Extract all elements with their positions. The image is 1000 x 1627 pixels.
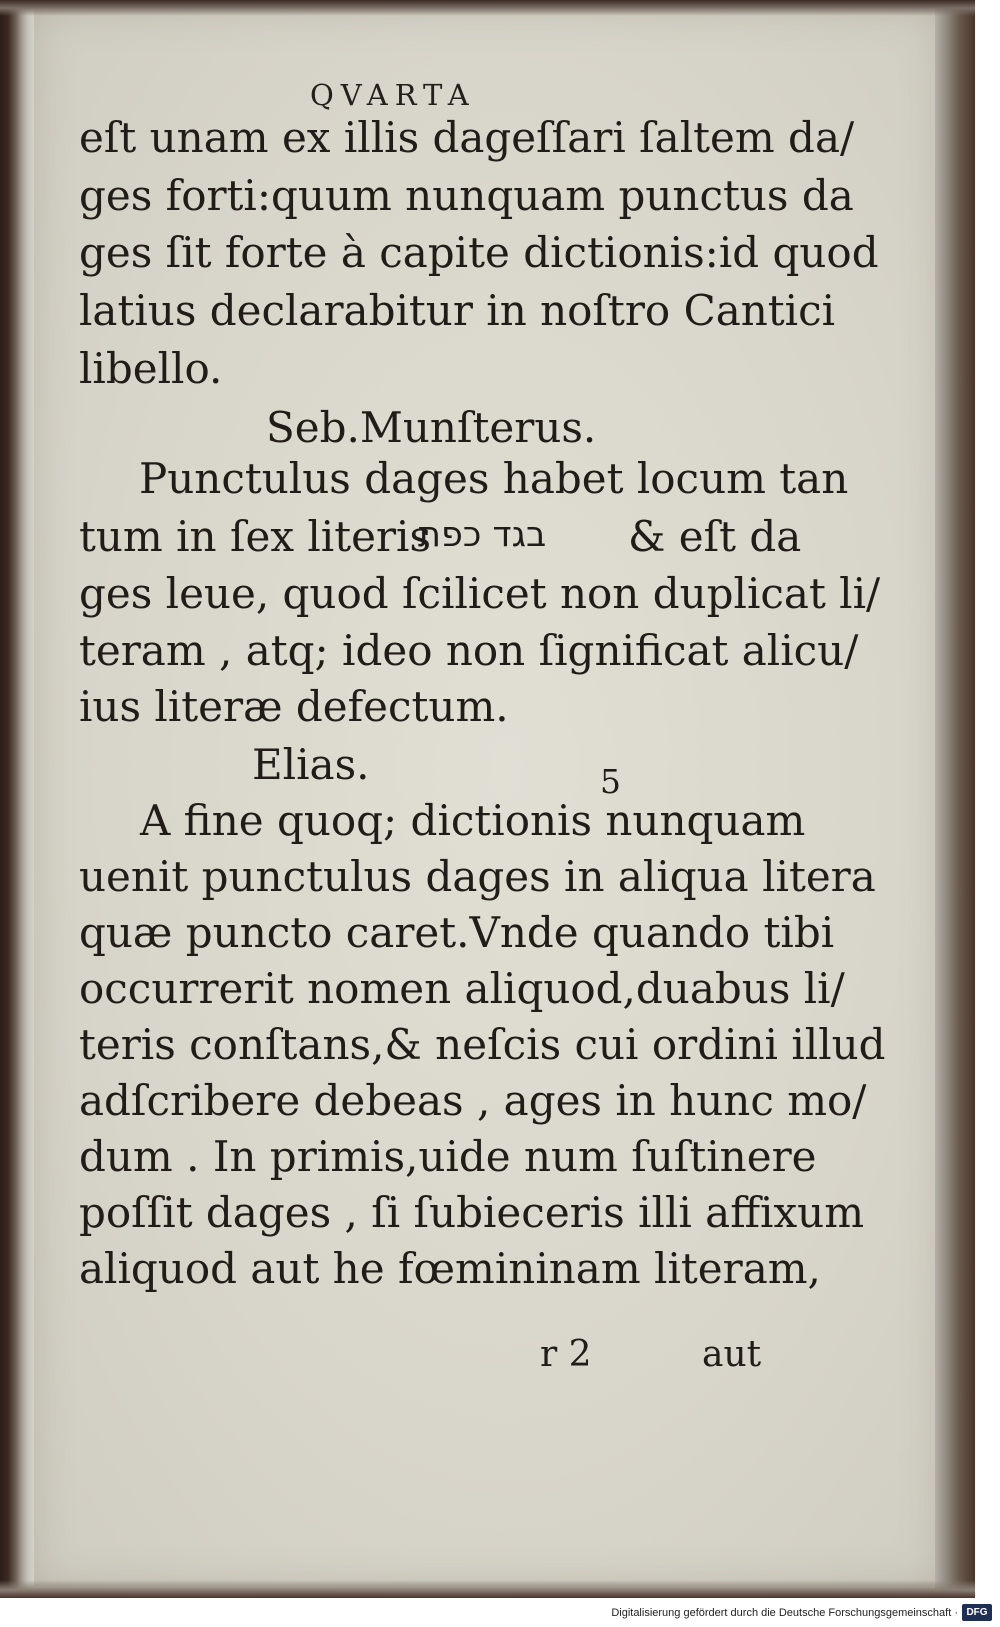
dfg-logo: DFG [962, 1604, 992, 1621]
body-line: libello. [79, 344, 223, 393]
body-line: adſcribere debeas , ages in hunc mo/ [79, 1076, 867, 1125]
top-shadow [0, 0, 975, 16]
body-line: quæ puncto caret.Vnde quando tibi [79, 908, 835, 957]
hebrew-letters: בגד כפת [418, 515, 547, 555]
body-line: A fine quoq; dictionis nunquam [140, 796, 806, 845]
body-line: ges forti:quum nunquam punctus da [79, 171, 854, 220]
body-line: dum . In primis,uide num ſuſtinere [79, 1132, 817, 1181]
catchword: aut [702, 1334, 762, 1375]
body-line: ius literæ defectum. [79, 682, 509, 731]
section-heading: Seb.Munſterus. [266, 403, 597, 452]
body-line: & eſt da [628, 512, 802, 561]
marginal-number: 5 [600, 762, 621, 801]
body-line: aliquod aut he fœmininam literam, [79, 1244, 821, 1293]
footer-credit: Digitalisierung gefördert durch die Deutsche Forschungsgemeinschaft · [611, 1607, 958, 1619]
section-heading: Elias. [252, 740, 370, 789]
body-line: Punctulus dages habet locum tan [139, 454, 849, 503]
body-line: eſt unam ex illis dageſſari ſaltem da/ [79, 113, 855, 162]
body-line: occurrerit nomen aliquod,duabus li/ [79, 964, 845, 1013]
signature-mark: r 2 [540, 1334, 592, 1375]
page-edge [935, 0, 975, 1598]
bottom-shadow [0, 1580, 975, 1598]
running-head: QVARTA [310, 78, 476, 112]
body-line: ges leue, quod ſcilicet non duplicat li/ [79, 569, 881, 618]
body-line: poſſit dages , ſi ſubieceris illi affixum [79, 1188, 865, 1237]
body-line: uenit punctulus dages in aliqua litera [79, 852, 876, 901]
body-line: teris conſtans,& neſcis cui ordini illud [79, 1020, 886, 1069]
body-line: ges ſit forte à capite dictionis:id quod [79, 228, 879, 277]
body-line: teram , atq; ideo non ſignificat alicu/ [79, 626, 859, 675]
body-line: latius declarabitur in noſtro Cantici [79, 286, 836, 335]
body-line: tum in ſex literis [79, 512, 432, 561]
